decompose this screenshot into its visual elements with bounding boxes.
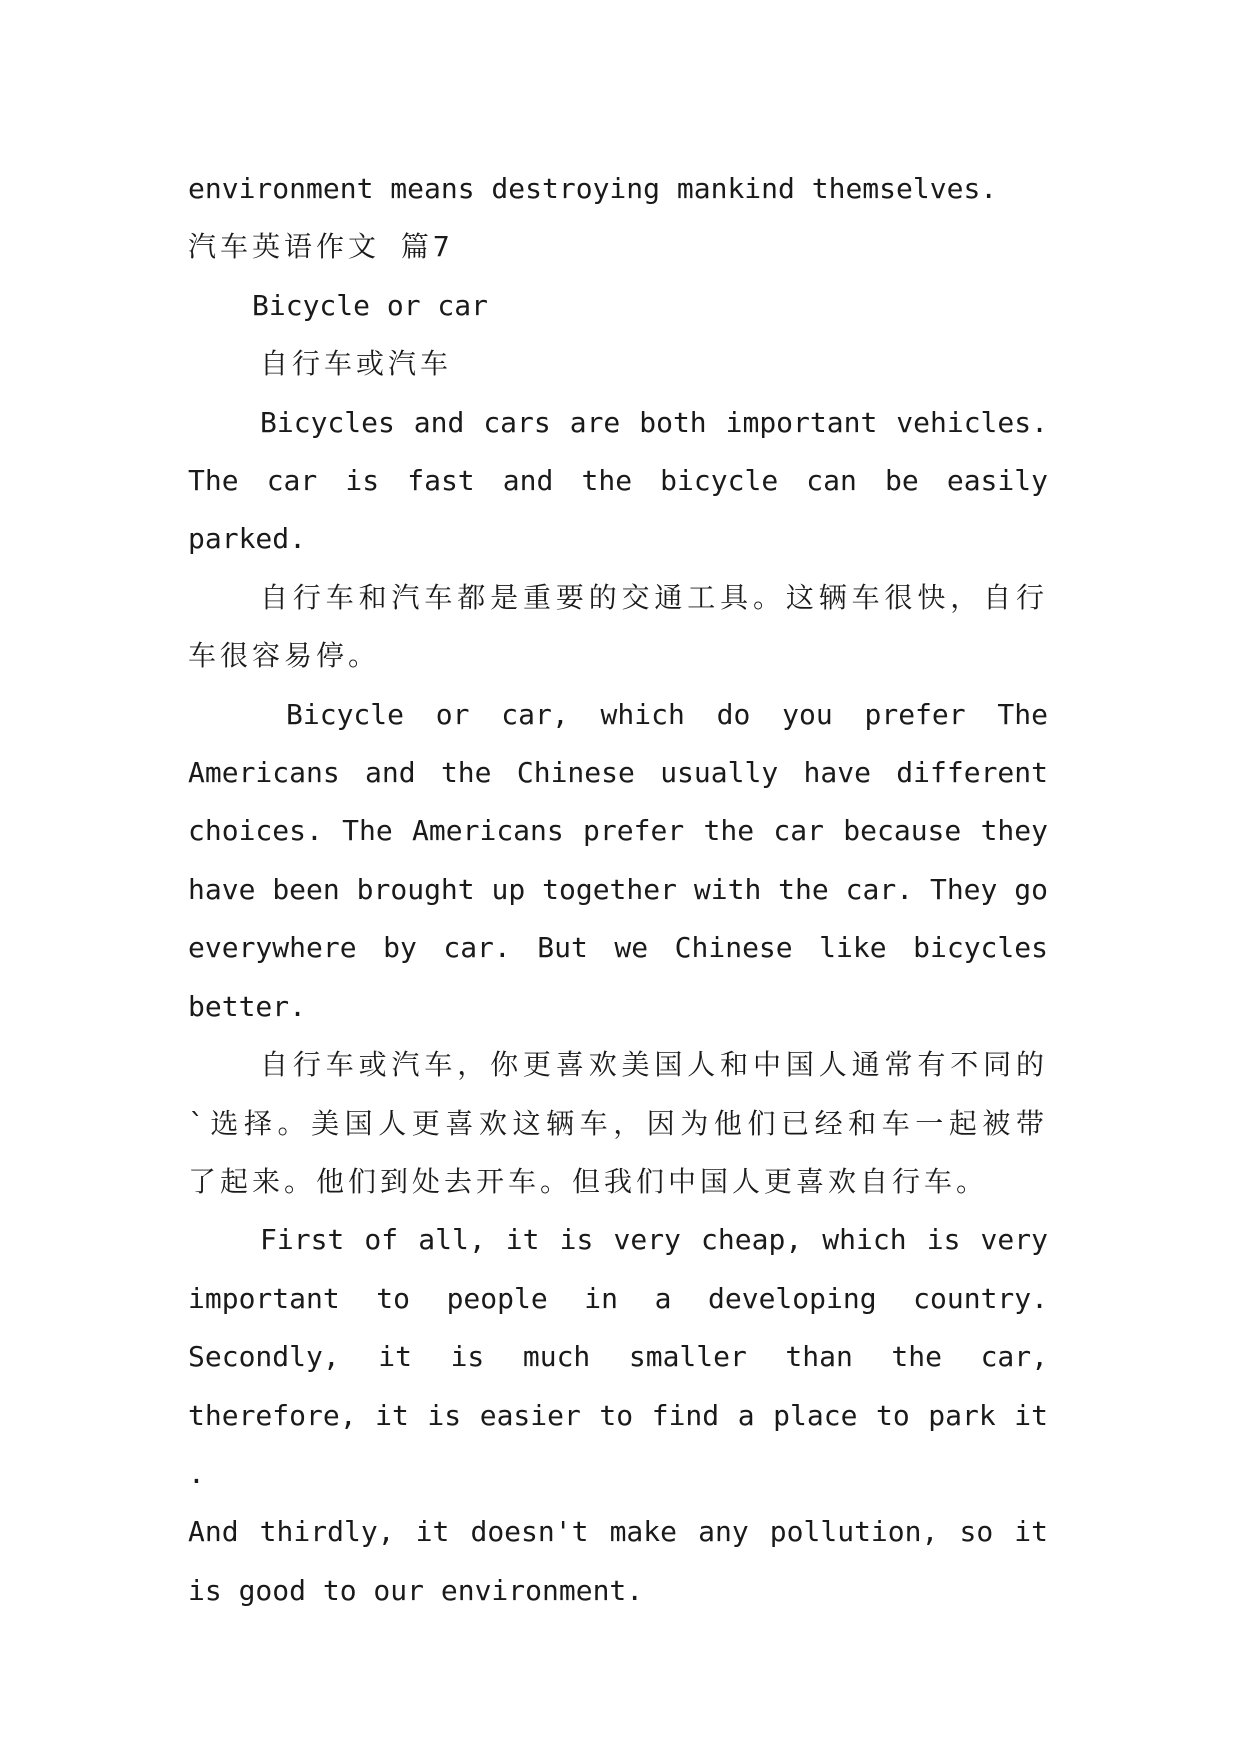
section-heading: 汽车英语作文 篇7 xyxy=(188,230,454,264)
paragraph-line: Bicycles and cars are both important vehicles. xyxy=(260,405,1048,439)
paragraph-line: therefore, it is easier to find a place to park it . xyxy=(188,1398,1048,1490)
paragraph-line: Americans and the Chinese usually have different xyxy=(188,756,1048,790)
paragraph-line: have been brought up together with the car. They go xyxy=(188,872,1048,906)
title-zh: 自行车或汽车 xyxy=(260,347,453,381)
paragraph-line: choices. The Americans prefer the car because they xyxy=(188,814,1048,848)
paragraph-en-3 xyxy=(188,1211,1048,1620)
paragraph-en-2 xyxy=(188,686,1048,1036)
title-en: Bicycle or car xyxy=(252,288,489,322)
paragraph-line: Bicycle or car, which do you prefer The xyxy=(286,697,1048,731)
paragraph-line: Secondly, it is much smaller than the car, xyxy=(188,1340,1048,1374)
paragraph-zh-1 xyxy=(188,569,1048,686)
paragraph-line: And thirdly, it doesn't make any pollution, so it xyxy=(188,1515,1048,1549)
paragraph-line: is good to our environment. xyxy=(188,1573,644,1607)
paragraph-line: First of all, it is very cheap, which is very xyxy=(260,1223,1048,1257)
paragraph-line: parked. xyxy=(188,522,307,556)
paragraph-line: 自行车或汽车，你更喜欢美国人和中国人通常有不同的 xyxy=(260,1048,1048,1082)
paragraph-zh-2 xyxy=(188,1036,1048,1211)
paragraph-line: `选择。美国人更喜欢这辆车，因为他们已经和车一起被带 xyxy=(188,1106,1048,1140)
paragraph-line: better. xyxy=(188,989,307,1023)
paragraph-line: 车很容易停。 xyxy=(188,639,381,673)
paragraph-en-1 xyxy=(188,394,1048,569)
paragraph-line: everywhere by car. But we Chinese like bicycles xyxy=(188,931,1048,965)
paragraph-line: 了起来。他们到处去开车。但我们中国人更喜欢自行车。 xyxy=(188,1164,989,1198)
paragraph-line: important to people in a developing country. xyxy=(188,1281,1048,1315)
carry-over-line: environment means destroying mankind themselves. xyxy=(188,172,998,205)
paragraph-line: 自行车和汽车都是重要的交通工具。这辆车很快，自行 xyxy=(260,580,1048,614)
document-body xyxy=(188,160,1048,1620)
paragraph-line: The car is fast and the bicycle can be easily xyxy=(188,464,1048,498)
